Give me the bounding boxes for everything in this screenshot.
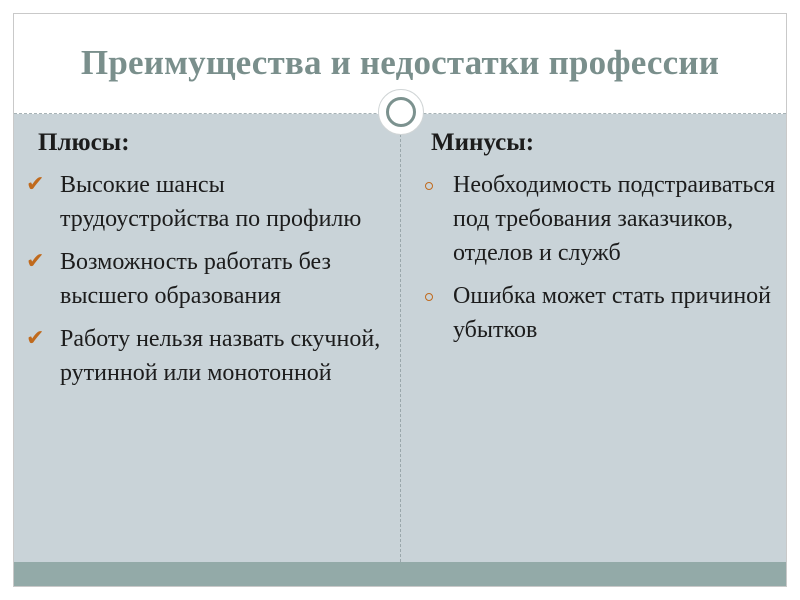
circle-icon — [425, 182, 433, 190]
pros-heading: Плюсы: — [38, 129, 130, 156]
cons-item-text: Необходимость подстраиваться под требования заказчиков, отделов и служб — [453, 172, 776, 266]
checkmark-icon: ✔ — [26, 172, 45, 197]
cons-item-text: Ошибка может стать причиной убытков — [453, 283, 771, 343]
pros-item-text: Возможность работать без высшего образования — [60, 249, 331, 309]
slide-title: Преимущества и недостатки профессии — [80, 43, 720, 82]
checkmark-icon: ✔ — [26, 326, 45, 351]
ring-inner — [386, 97, 416, 127]
pros-column — [24, 126, 386, 399]
column-divider — [400, 114, 401, 562]
checkmark-icon: ✔ — [26, 249, 45, 274]
circle-icon — [425, 293, 433, 301]
pros-item-text: Высокие шансы трудоустройства по профилю — [60, 172, 362, 232]
pros-item — [24, 322, 386, 390]
cons-list — [417, 168, 779, 347]
pros-item-text: Работу нельзя назвать скучной, рутинной или монотонной — [60, 326, 381, 386]
slide — [13, 13, 787, 587]
cons-heading: Минусы: — [431, 129, 535, 156]
pros-item — [24, 168, 386, 236]
pros-item — [24, 245, 386, 313]
pros-list — [24, 168, 386, 390]
bottom-bar — [14, 562, 786, 587]
cons-item — [417, 279, 779, 347]
cons-item — [417, 168, 779, 270]
cons-column — [417, 126, 779, 356]
